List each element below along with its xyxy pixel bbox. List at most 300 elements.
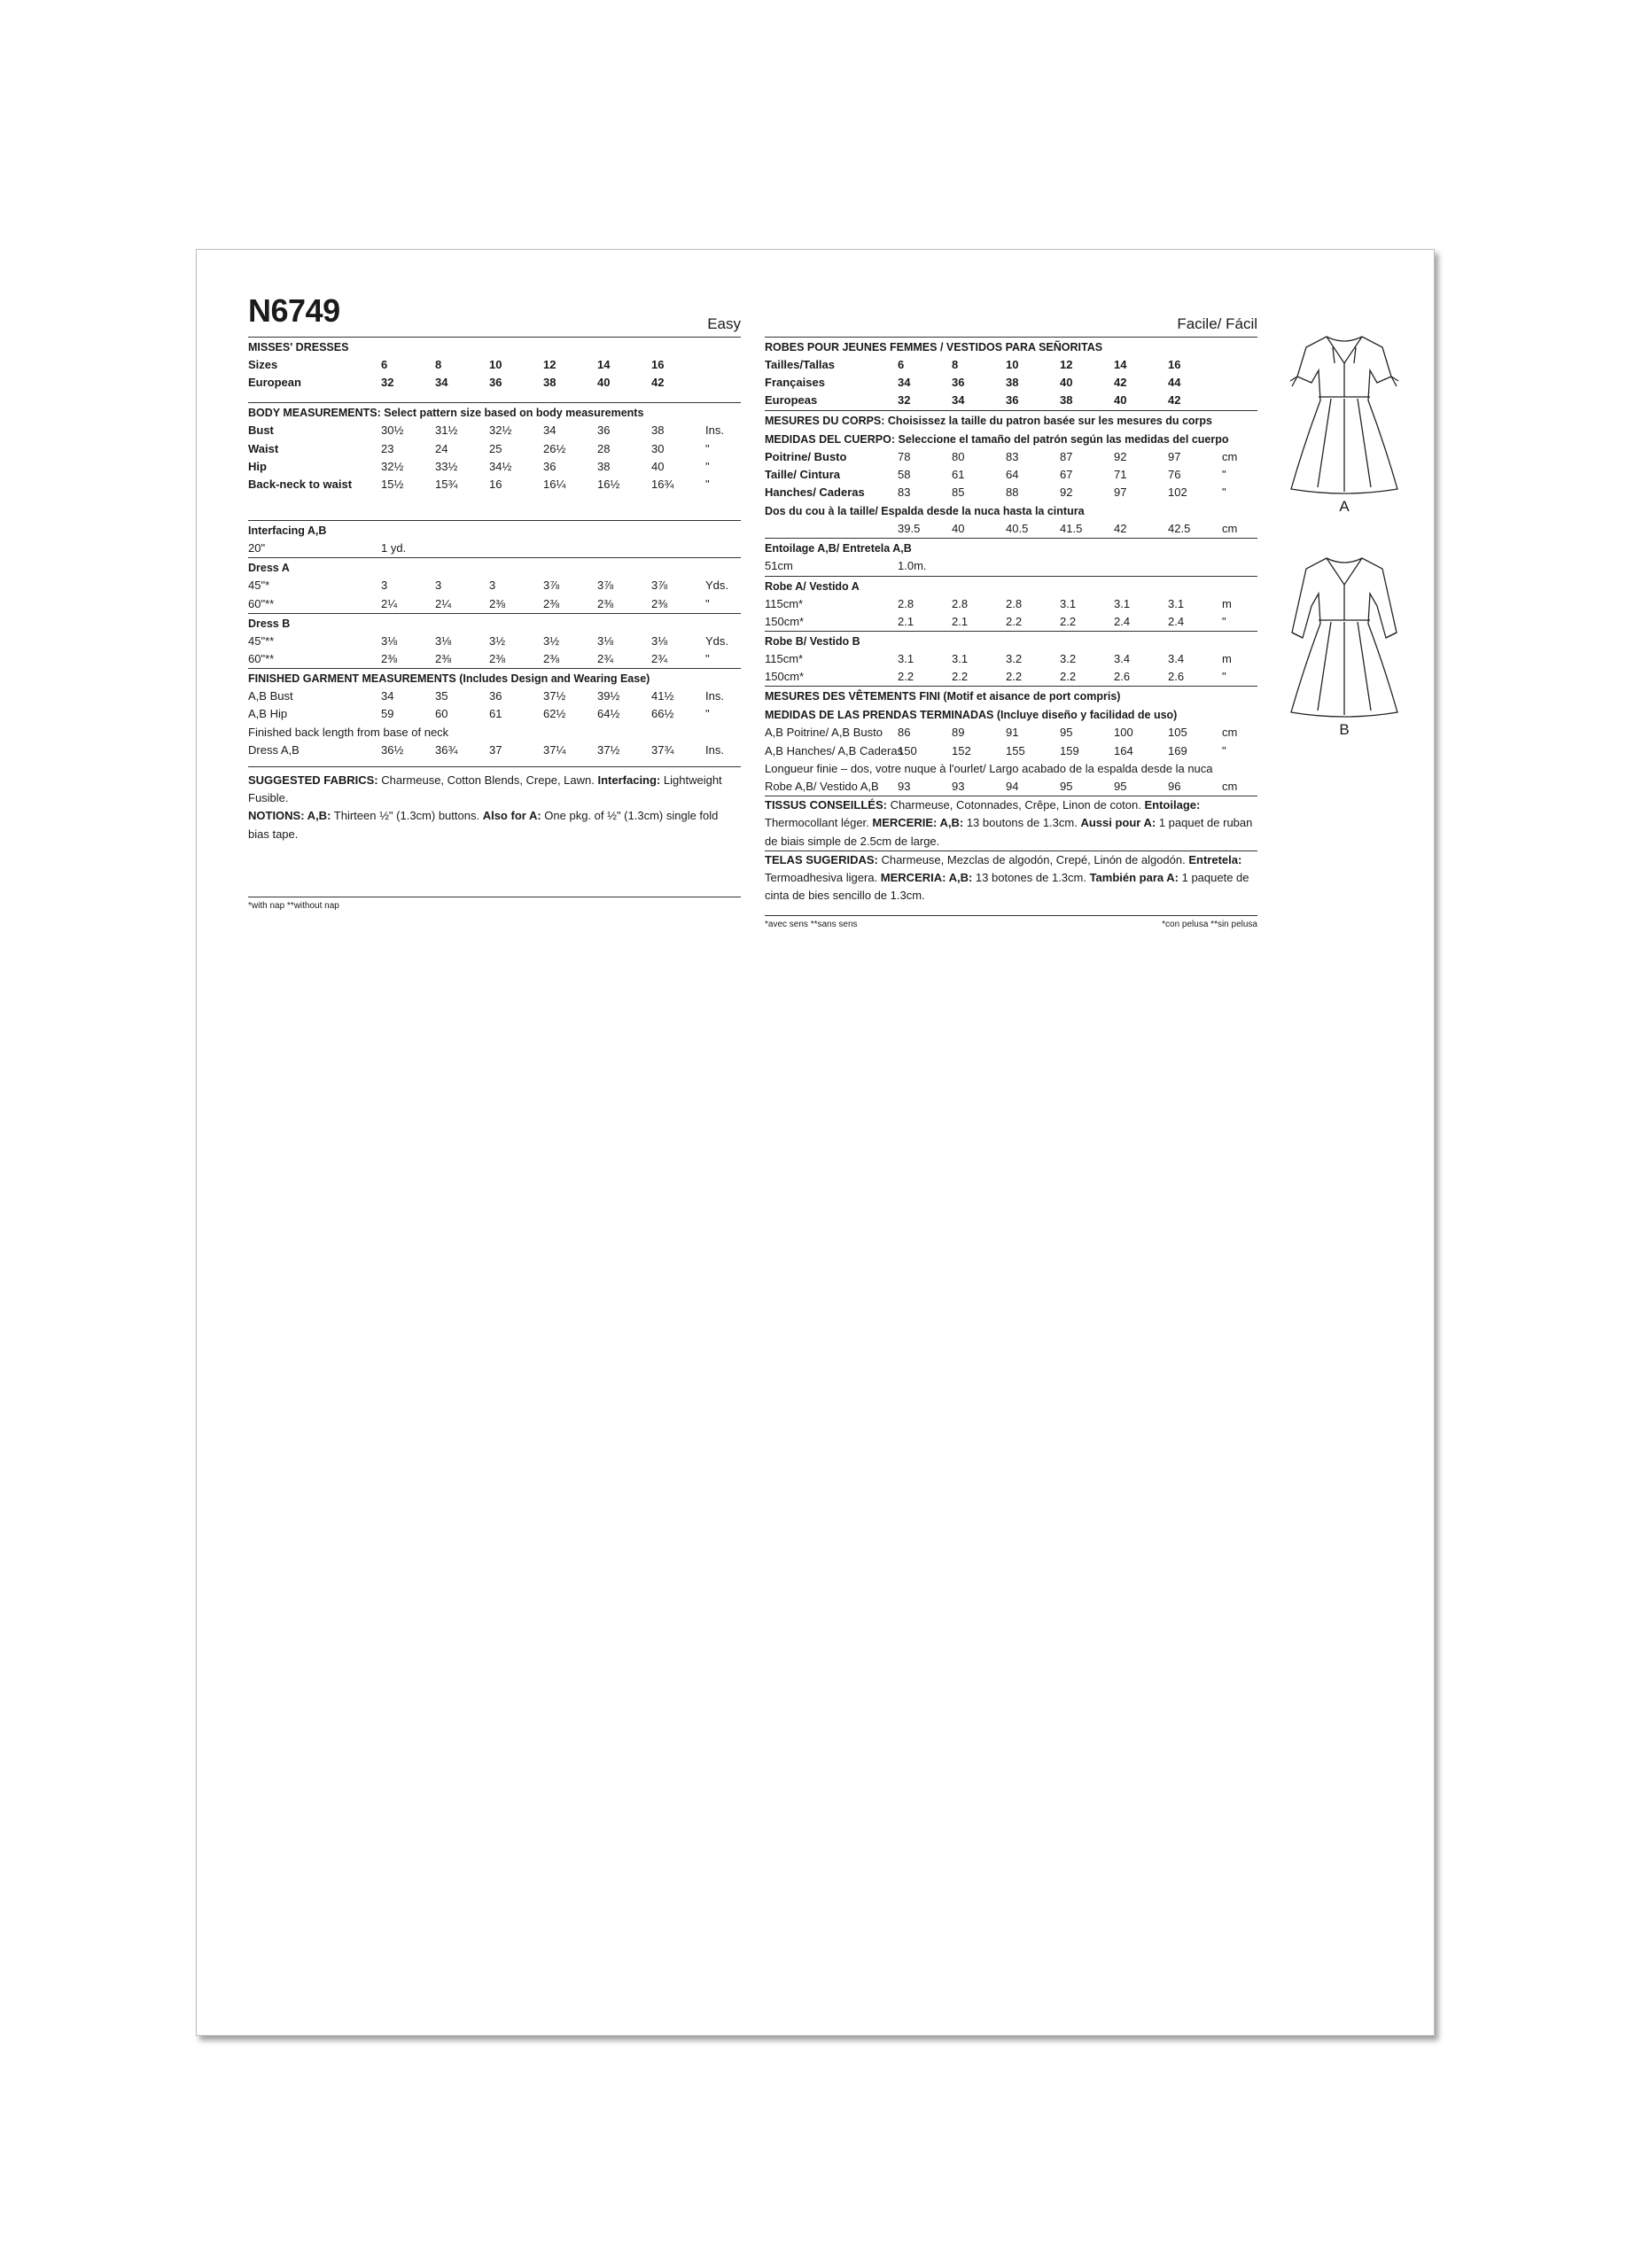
- cell: 96: [1168, 780, 1181, 794]
- cell: 40: [952, 522, 965, 536]
- cell: 150: [898, 743, 917, 757]
- cell: 60: [435, 707, 448, 721]
- french-spanish-column: [765, 250, 1257, 932]
- cell: 36: [489, 689, 502, 703]
- unit-cell: ": [705, 707, 710, 721]
- cell: 93: [898, 780, 911, 794]
- section-title: Dress A: [248, 562, 290, 575]
- row-label: 60"**: [248, 652, 275, 666]
- finished-table: [765, 724, 1257, 759]
- cell: 2⅜: [651, 596, 668, 610]
- cell: 44: [1168, 376, 1181, 390]
- finished-table: [248, 687, 741, 723]
- cell: 159: [1060, 743, 1079, 757]
- cell: 28: [597, 441, 611, 455]
- row-label: A,B Bust: [248, 689, 293, 703]
- cell: 3.2: [1060, 652, 1077, 666]
- cell: 37½: [597, 742, 620, 757]
- european-row: [248, 374, 741, 392]
- unit-cell: cm: [1222, 726, 1238, 740]
- row-label: 150cm*: [765, 614, 805, 628]
- cell: 61: [952, 467, 965, 481]
- table-row: [765, 668, 1257, 686]
- cell: 94: [1006, 780, 1019, 794]
- section-title: MISSES' DRESSES: [248, 341, 349, 353]
- section-title: MESURES DU CORPS: Choisissez la taille du patron basée sur les mesures du corps: [765, 414, 1213, 427]
- table-row: [765, 778, 1257, 796]
- cell: 2⅜: [489, 596, 506, 610]
- cell: 36½: [381, 742, 404, 757]
- text: 1 paquet de ruban de biais simple de 2.5cm de large.: [765, 816, 1253, 848]
- finished-measurements-section: [248, 669, 741, 767]
- keyword: También para A:: [1089, 871, 1179, 885]
- cell: 3.4: [1114, 652, 1131, 666]
- cell: 95: [1060, 780, 1073, 794]
- table-row: [765, 520, 1257, 538]
- row-label: Tailles/Tallas: [765, 358, 836, 371]
- pattern-code: N6749: [248, 292, 340, 329]
- cell: 40: [1114, 393, 1127, 408]
- row-label: 45"*: [248, 579, 270, 593]
- footnote-es: *con pelusa **sin pelusa: [1162, 920, 1257, 930]
- cell: 88: [1006, 485, 1019, 500]
- text: 13 botones de 1.3cm.: [972, 871, 1090, 885]
- cell: 2⅜: [381, 652, 398, 666]
- cell: 37½: [543, 689, 566, 703]
- table-row: [765, 466, 1257, 484]
- notions: [248, 807, 741, 843]
- text: Thermocollant léger.: [765, 816, 873, 830]
- cell: 42: [1114, 522, 1127, 536]
- cell: 36: [1006, 393, 1019, 408]
- cell: 37: [489, 742, 502, 757]
- yardage-table: [248, 633, 741, 668]
- cell: 169: [1168, 743, 1187, 757]
- text: 13 boutons de 1.3cm.: [963, 816, 1081, 830]
- cell: 3.1: [1168, 596, 1185, 610]
- text: Charmeuse, Cotton Blends, Crepe, Lawn.: [377, 773, 598, 788]
- cell: 2⅜: [489, 652, 506, 666]
- cell: 2.2: [1006, 614, 1023, 628]
- tissus-section: [765, 796, 1257, 851]
- table-row: [248, 440, 741, 458]
- cell: 8: [952, 358, 959, 371]
- row-label: 150cm*: [765, 670, 805, 684]
- row-label: Longueur finie – dos, votre nuque à l'ourlet/ Largo acabado de la espalda desde la nuca: [765, 761, 1213, 775]
- row-label: 60"**: [248, 596, 275, 610]
- cell: 152: [952, 743, 971, 757]
- cell: 15¾: [435, 478, 458, 492]
- cell: 33½: [435, 459, 458, 473]
- cell: 58: [898, 467, 911, 481]
- cell: 16¾: [651, 478, 674, 492]
- cell: 83: [898, 485, 911, 500]
- section-title: BODY MEASUREMENTS: Select pattern size based on body measurements: [248, 407, 644, 420]
- cell: 3⅛: [435, 633, 452, 648]
- cell: 1.0m.: [898, 559, 927, 573]
- cell: 41.5: [1060, 522, 1083, 536]
- table-row: [248, 422, 741, 439]
- cell: 42.5: [1168, 522, 1191, 536]
- cell: 3.4: [1168, 652, 1185, 666]
- pattern-envelope-back: [196, 249, 1435, 2036]
- cell: 3: [489, 579, 496, 593]
- view-a-label: A: [1339, 498, 1350, 515]
- cell: 97: [1168, 449, 1181, 463]
- cell: 93: [952, 780, 965, 794]
- keyword: Entoilage:: [1144, 798, 1201, 812]
- cell: 87: [1060, 449, 1073, 463]
- cell: 36¾: [435, 742, 458, 757]
- cell: 2¾: [651, 652, 668, 666]
- keyword: SUGGESTED FABRICS:: [248, 773, 378, 788]
- table-row: [765, 595, 1257, 613]
- keyword: Interfacing:: [597, 773, 661, 788]
- cell: 3⅞: [597, 579, 614, 593]
- cell: 12: [1060, 358, 1073, 371]
- interfacing-section: [765, 539, 1257, 576]
- table-row: [765, 448, 1257, 466]
- unit-cell: ": [705, 652, 710, 666]
- cell: 3⅞: [651, 579, 668, 593]
- unit-cell: ": [1222, 743, 1226, 757]
- yardage-table: [248, 577, 741, 612]
- cell: 36: [952, 376, 965, 390]
- cell: 100: [1114, 726, 1133, 740]
- table-row: [765, 374, 1257, 392]
- table-row: [765, 392, 1257, 409]
- row-label: 115cm*: [765, 652, 804, 666]
- unit-cell: cm: [1222, 780, 1238, 794]
- cell: 16½: [597, 478, 620, 492]
- cell: 37¾: [651, 742, 674, 757]
- cell: 10: [1006, 358, 1019, 371]
- section-title: MEDIDAS DE LAS PRENDAS TERMINADAS (Incluye diseño y facilidad de uso): [765, 709, 1178, 722]
- dress-a-drawing: [1278, 328, 1411, 496]
- section-title: MEDIDAS DEL CUERPO: Seleccione el tamaño del patrón según las medidas del cuerpo: [765, 432, 1229, 446]
- cell: 10: [489, 358, 502, 371]
- cell: 2.2: [1060, 614, 1077, 628]
- section-title: MESURES DES VÊTEMENTS FINI (Motif et aisance de port compris): [765, 690, 1121, 703]
- cell: 32½: [489, 423, 512, 438]
- cell: 105: [1168, 726, 1187, 740]
- cell: 3⅛: [381, 633, 398, 648]
- table-row: [248, 705, 741, 723]
- cell: 3½: [489, 633, 506, 648]
- cell: 66½: [651, 707, 674, 721]
- cell: 15½: [381, 478, 404, 492]
- keyword: MERCERIE: A,B:: [872, 816, 964, 830]
- cell: 2⅜: [543, 596, 560, 610]
- cell: 40: [651, 459, 665, 473]
- cell: 80: [952, 449, 965, 463]
- table-row: [765, 613, 1257, 631]
- length-label: [765, 760, 1257, 778]
- unit-cell: cm: [1222, 449, 1238, 463]
- unit-cell: ": [705, 441, 710, 455]
- cell: 83: [1006, 449, 1019, 463]
- unit-cell: ": [1222, 467, 1226, 481]
- section-title: Robe B/ Vestido B: [765, 635, 860, 649]
- cell: 8: [435, 358, 442, 371]
- keyword: Aussi pour A:: [1080, 816, 1156, 830]
- difficulty-level: Easy: [707, 315, 741, 332]
- cell: 34: [543, 423, 556, 438]
- cell: 2.4: [1114, 614, 1131, 628]
- table-row: [248, 476, 741, 493]
- keyword: Also for A:: [482, 809, 541, 823]
- unit-cell: ": [705, 478, 710, 492]
- cell: 38: [597, 459, 611, 473]
- unit-cell: ": [1222, 614, 1226, 628]
- cell: 62½: [543, 707, 566, 721]
- cell: 26½: [543, 441, 566, 455]
- table-row: [765, 650, 1257, 668]
- body-measurements-section: [765, 411, 1257, 540]
- yardage-table: [765, 650, 1257, 686]
- text: Charmeuse, Cotonnades, Crêpe, Linon de coton.: [886, 798, 1145, 812]
- cell: 38: [1060, 393, 1073, 408]
- cell: 16: [651, 358, 665, 371]
- cell: 95: [1060, 726, 1073, 740]
- row-label: Robe A,B/ Vestido A,B: [765, 780, 879, 794]
- cell: 3.1: [898, 652, 915, 666]
- cell: 34: [381, 689, 394, 703]
- yardage-table: [765, 595, 1257, 631]
- cell: 2.2: [1060, 670, 1077, 684]
- cell: 2.8: [1006, 596, 1023, 610]
- cell: 42: [1168, 393, 1181, 408]
- row-label: 115cm*: [765, 596, 804, 610]
- table-row: [765, 356, 1257, 374]
- cell: 32½: [381, 459, 404, 473]
- table-row: [248, 458, 741, 476]
- tissus-conseilles: [765, 796, 1257, 850]
- cell: 78: [898, 449, 911, 463]
- body-measurements-table: [248, 422, 741, 493]
- keyword: NOTIONS: A,B:: [248, 809, 331, 823]
- table-row: [248, 742, 741, 759]
- cell: 164: [1114, 743, 1133, 757]
- cell: 2.2: [952, 670, 969, 684]
- length-table: [765, 778, 1257, 796]
- unit-cell: m: [1222, 596, 1232, 610]
- cell: 16: [1168, 358, 1181, 371]
- unit-cell: ": [705, 459, 710, 473]
- text: 1 paquete de cinta de bies sencillo de 1.3cm.: [765, 871, 1249, 903]
- table-row: [765, 484, 1257, 501]
- table-row: [248, 687, 741, 705]
- cell: 2¼: [381, 596, 398, 610]
- row-label: Taille/ Cintura: [765, 467, 840, 481]
- cell: 1 yd.: [381, 541, 407, 555]
- cell: 85: [952, 485, 965, 500]
- footnotes: [765, 916, 1257, 932]
- difficulty-level: Facile/ Fácil: [1177, 315, 1257, 332]
- english-column: [248, 250, 741, 913]
- cell: 89: [952, 726, 965, 740]
- cell: 14: [1114, 358, 1127, 371]
- text: Termoadhesiva ligera.: [765, 871, 881, 885]
- back-length-label: [248, 724, 741, 742]
- dress-b-illustration: [1278, 551, 1411, 739]
- dress-b-section: [765, 632, 1257, 687]
- row-label: Bust: [248, 423, 274, 438]
- cell: 2¾: [597, 652, 614, 666]
- cell: 30½: [381, 423, 404, 438]
- cell: 3.2: [1006, 652, 1023, 666]
- cell: 38: [543, 376, 556, 390]
- telas-section: [765, 851, 1257, 917]
- cell: 3⅞: [543, 579, 560, 593]
- cell: 67: [1060, 467, 1073, 481]
- dress-b-section: [248, 614, 741, 669]
- cell: 2.4: [1168, 614, 1185, 628]
- cell: 95: [1114, 780, 1127, 794]
- cell: 38: [651, 423, 665, 438]
- cell: 3.1: [952, 652, 969, 666]
- keyword: MERCERIA: A,B:: [880, 871, 973, 885]
- cell: 2.1: [952, 614, 969, 628]
- cell: 2⅜: [597, 596, 614, 610]
- cell: 3⅛: [651, 633, 668, 648]
- cell: 41½: [651, 689, 674, 703]
- unit-cell: ": [1222, 485, 1226, 500]
- row-label: A,B Poitrine/ A,B Busto: [765, 726, 883, 740]
- text: Thirteen ½" (1.3cm) buttons.: [331, 809, 483, 823]
- cell: 2⅜: [435, 652, 452, 666]
- table-row: [248, 633, 741, 650]
- row-label: 20": [248, 541, 266, 555]
- cell: 34½: [489, 459, 512, 473]
- cell: 2.2: [1006, 670, 1023, 684]
- cell: 23: [381, 441, 394, 455]
- cell: 12: [543, 358, 556, 371]
- cell: 3.1: [1114, 596, 1131, 610]
- cell: 3½: [543, 633, 560, 648]
- cell: 36: [543, 459, 556, 473]
- row-label: Finished back length from base of neck: [248, 725, 449, 739]
- back-table: [765, 520, 1257, 538]
- footnote-fr: *avec sens **sans sens: [765, 920, 858, 930]
- cell: 2.6: [1114, 670, 1131, 684]
- row-label: Hip: [248, 459, 267, 473]
- sizes-section: [248, 338, 741, 403]
- cell: 36: [489, 376, 502, 390]
- keyword: Entretela:: [1188, 852, 1242, 866]
- dress-b-drawing: [1278, 551, 1411, 719]
- cell: 64: [1006, 467, 1019, 481]
- cell: 34: [952, 393, 965, 408]
- text: Charmeuse, Mezclas de algodón, Crepé, Linón de algodón.: [877, 852, 1189, 866]
- table-row: [248, 595, 741, 613]
- fabrics-section: [248, 767, 741, 897]
- cell: 39.5: [898, 522, 921, 536]
- fr-header: [765, 250, 1257, 338]
- table-row: [248, 650, 741, 668]
- english-header: [248, 250, 741, 338]
- cell: 155: [1006, 743, 1025, 757]
- cell: 2⅜: [543, 652, 560, 666]
- row-label: A,B Hanches/ A,B Caderas: [765, 743, 904, 757]
- row-label: A,B Hip: [248, 707, 288, 721]
- table-row: [765, 742, 1257, 760]
- cell: 42: [651, 376, 665, 390]
- cell: 2¼: [435, 596, 452, 610]
- row-label: European: [248, 376, 301, 390]
- cell: 40: [1060, 376, 1073, 390]
- keyword: TELAS SUGERIDAS:: [765, 852, 878, 866]
- cell: 3: [435, 579, 442, 593]
- section-title: Dress B: [248, 617, 291, 630]
- cell: 40.5: [1006, 522, 1029, 536]
- cell: 61: [489, 707, 502, 721]
- table-row: [765, 557, 1257, 575]
- cell: 31½: [435, 423, 458, 438]
- unit-cell: cm: [1222, 522, 1238, 536]
- cell: 24: [435, 441, 448, 455]
- row-label: Europeas: [765, 393, 818, 408]
- keyword: TISSUS CONSEILLÉS:: [765, 798, 887, 812]
- table-row: [248, 577, 741, 594]
- unit-cell: Ins.: [705, 423, 724, 438]
- text: Lightweight Fusible.: [248, 773, 722, 805]
- text: One pkg. of ½" (1.3cm) single fold bias tape.: [248, 809, 719, 841]
- cell: 92: [1060, 485, 1073, 500]
- cell: 2.2: [898, 670, 915, 684]
- finished-measurements-section: [765, 687, 1257, 796]
- cell: 3: [381, 579, 388, 593]
- section-title: Entoilage A,B/ Entretela A,B: [765, 542, 912, 555]
- sizes-section: [765, 338, 1257, 411]
- cell: 42: [1114, 376, 1127, 390]
- body-measurements-section: [248, 403, 741, 521]
- row-label: Hanches/ Caderas: [765, 485, 865, 500]
- cell: 86: [898, 726, 911, 740]
- section-title: FINISHED GARMENT MEASUREMENTS (Includes Design and Wearing Ease): [248, 672, 650, 686]
- unit-cell: Yds.: [705, 579, 729, 593]
- row-label: Françaises: [765, 376, 825, 390]
- footnote: [248, 897, 741, 913]
- unit-cell: Yds.: [705, 633, 729, 648]
- unit-cell: ": [1222, 670, 1226, 684]
- unit-cell: Ins.: [705, 689, 724, 703]
- cell: 2.8: [898, 596, 915, 610]
- cell: 59: [381, 707, 394, 721]
- row-label: 45"**: [248, 633, 275, 648]
- cell: 6: [381, 358, 388, 371]
- row-label: Dress A,B: [248, 742, 300, 757]
- cell: 32: [898, 393, 911, 408]
- cell: 71: [1114, 467, 1127, 481]
- cell: 92: [1114, 449, 1127, 463]
- cell: 16¼: [543, 478, 566, 492]
- cell: 30: [651, 441, 665, 455]
- cell: 3.1: [1060, 596, 1077, 610]
- suggested-fabrics: [248, 772, 741, 807]
- cell: 6: [898, 358, 905, 371]
- cell: 37¼: [543, 742, 566, 757]
- back-length-table: [248, 742, 741, 759]
- telas-sugeridas: [765, 851, 1257, 905]
- row-label: [765, 520, 898, 538]
- dress-a-illustration: [1278, 328, 1411, 516]
- table-row: [248, 540, 741, 557]
- section-title: Robe A/ Vestido A: [765, 579, 860, 593]
- unit-cell: ": [705, 596, 710, 610]
- section-title: Dos du cou à la taille/ Espalda desde la nuca hasta la cintura: [765, 505, 1085, 518]
- row-label: Back-neck to waist: [248, 478, 353, 492]
